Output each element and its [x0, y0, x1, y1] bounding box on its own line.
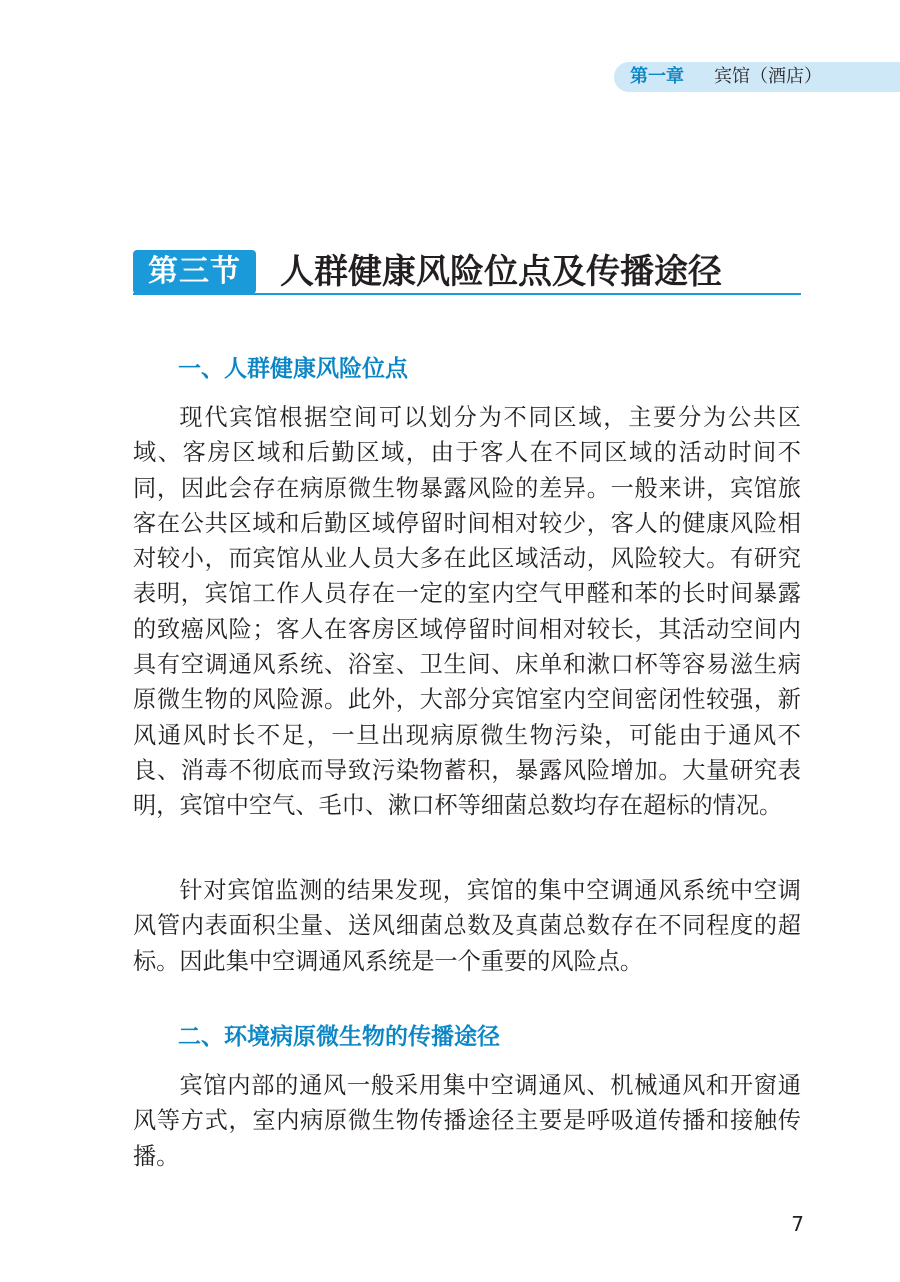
- running-header: [614, 62, 900, 92]
- section-number-badge: 第三节: [133, 250, 256, 294]
- subsection-heading-transmission-routes: 二、环境病原微生物的传播途径: [178, 1024, 500, 1050]
- subsection-heading-risk-points: 一、人群健康风险位点: [178, 356, 408, 382]
- body-paragraph: 现代宾馆根据空间可以划分为不同区域，主要分为公共区域、客房区域和后勤区域，由于客人在不同区域的活动时间不同，因此会存在病原微生物暴露风险的差异。一般来讲，宾馆旅客在公共区域和后勤区域停留时间相对较少，客人的健康风险相对较小，而宾馆从业人员大多在此区域活动，风险较大。有研究表明，宾馆工作人员存在一定的室内空气甲醛和苯的长时间暴露的致癌风险；客人在客房区域停留时间相对较长，其活动空间内具有空调通风系统、浴室、卫生间、床单和漱口杯等容易滋生病原微生物的风险源。此外，大部分宾馆室内空间密闭性较强，新风通风时长不足，一旦出现病原微生物污染，可能由于通风不良、消毒不彻底而导致污染物蓄积，暴露风险增加。大量研究表明，宾馆中空气、毛巾、漱口杯等细菌总数均存在超标的情况。: [133, 404, 801, 820]
- page-number: 7: [791, 1212, 804, 1236]
- chapter-number: 第一章: [630, 66, 684, 87]
- section-title: 人群健康风险位点及传播途径: [280, 252, 722, 292]
- chapter-title: 宾馆（酒店）: [714, 66, 822, 87]
- body-paragraph: 针对宾馆监测的结果发现，宾馆的集中空调通风系统中空调风管内表面积尘量、送风细菌总数及真菌总数存在不同程度的超标。因此集中空调通风系统是一个重要的风险点。: [133, 877, 801, 975]
- section-title-underline: [133, 293, 801, 295]
- body-paragraph: 宾馆内部的通风一般采用集中空调通风、机械通风和开窗通风等方式，室内病原微生物传播途径主要是呼吸道传播和接触传播。: [133, 1072, 801, 1170]
